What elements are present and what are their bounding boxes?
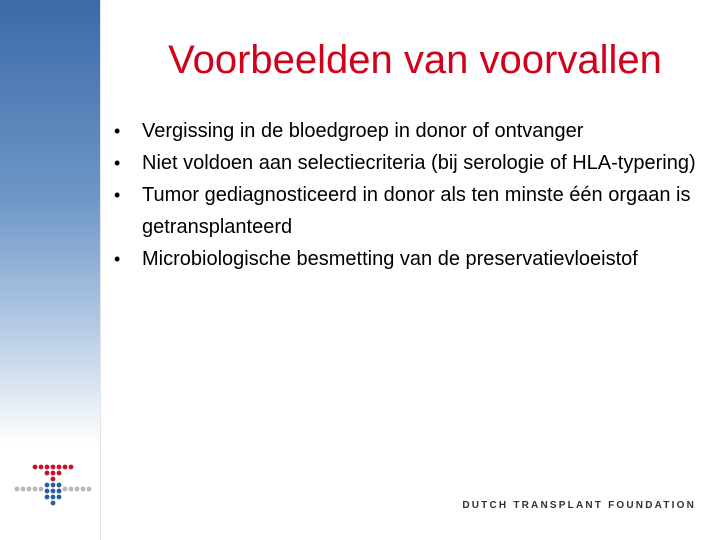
bullet-marker: • [114,185,121,205]
bullet-marker: • [114,249,121,269]
bullet-marker: • [114,153,121,173]
bullet-item [112,243,712,275]
bullet-text: Vergissing in de bloedgroep in donor of ontvanger [142,120,584,142]
bullet-marker: • [114,121,121,141]
bullet-item [112,147,712,179]
bullet-item [112,179,712,243]
bullet-text: Microbiologische besmetting van de preservatievloeistof [142,248,638,270]
footer-brand-text: DUTCH TRANSPLANT FOUNDATION [462,500,696,511]
bullet-text: Niet voldoen aan selectiecriteria (bij serologie of HLA-typering) [142,152,696,174]
bullet-list [112,115,712,275]
foundation-logo-icon [8,462,98,510]
bullet-text: Tumor gediagnosticeerd in donor als ten minste één orgaan is getransplanteerd [142,184,691,238]
decorative-side-band [0,0,100,445]
side-divider [100,0,101,540]
bullet-item [112,115,712,147]
slide-title: Voorbeelden van voorvallen [168,38,662,82]
